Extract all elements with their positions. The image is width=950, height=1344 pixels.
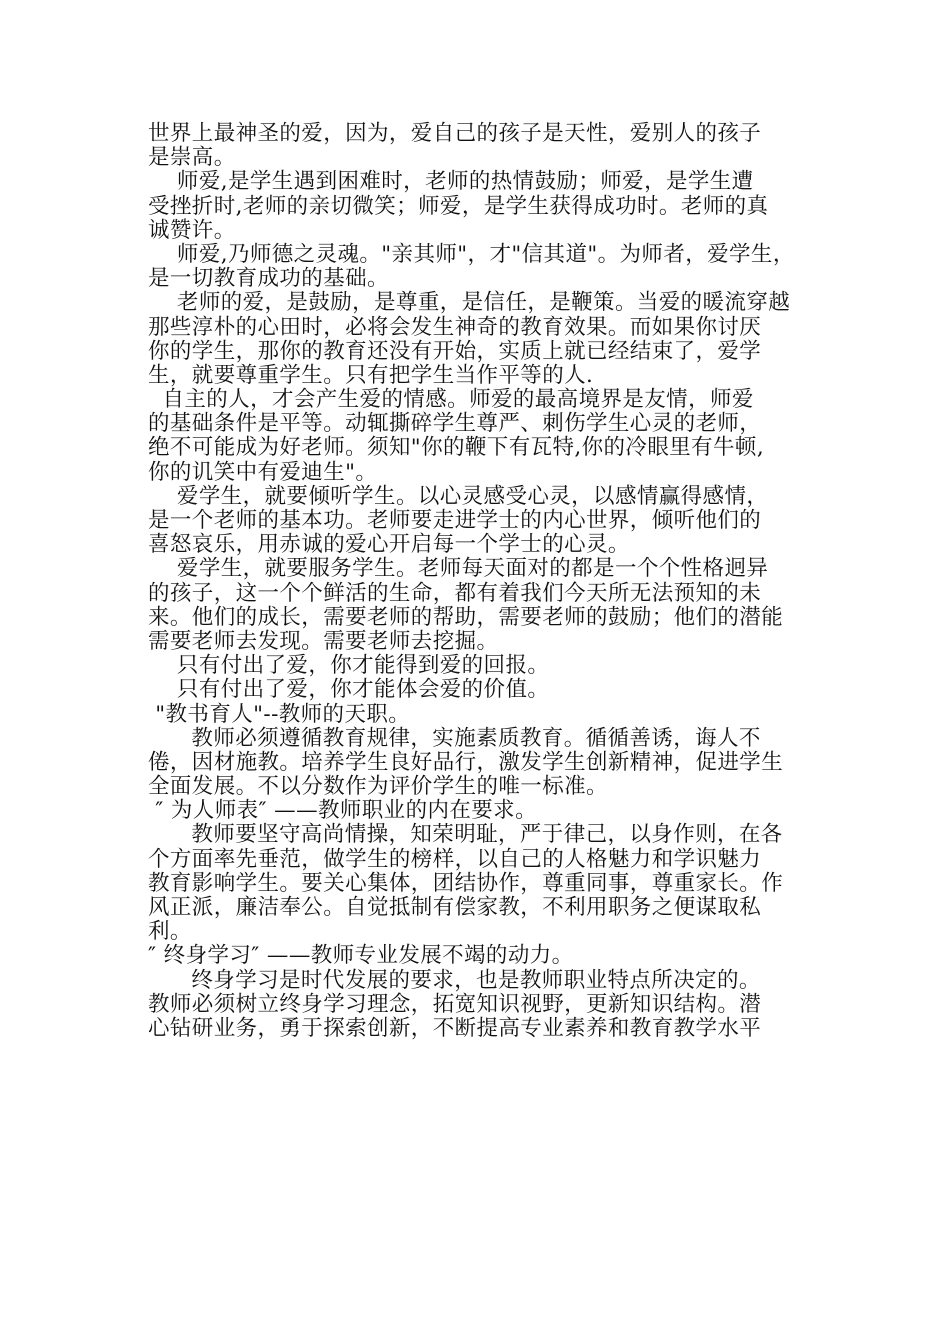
- text-line: 风正派，廉洁奉公。自觉抵制有偿家教，不利用职务之便谋取私: [148, 895, 762, 920]
- document-body: [148, 122, 816, 1041]
- text-line: 终身学习是时代发展的要求，也是教师职业特点所决定的。: [148, 967, 761, 993]
- section-heading: ″ 终身学习″ ——教师专业发展不竭的动力。: [148, 943, 574, 969]
- text-line: 诚赞许。: [148, 217, 236, 243]
- text-line: 师爱,是学生遇到困难时，老师的热情鼓励；师爱，是学生遭: [148, 169, 754, 195]
- text-line: 是崇高。: [148, 145, 236, 171]
- text-line: 那些淳朴的心田时，必将会发生神奇的教育效果。而如果你讨厌: [148, 314, 762, 340]
- text-line: 是一个老师的基本功。老师要走进学士的内心世界，倾听他们的: [148, 508, 762, 533]
- text-line: 心钻研业务，勇于探索创新，不断提高专业素养和教育教学水平: [148, 1015, 762, 1041]
- text-line: 你的讥笑中有爱迪生"。: [148, 459, 378, 485]
- text-line: 师爱,乃师德之灵魂。"亲其师"，才"信其道"。为师者，爱学生，: [148, 241, 795, 267]
- text-line: 爱学生，就要倾听学生。以心灵感受心灵，以感情赢得感情，: [148, 483, 769, 509]
- text-line: 利。: [148, 919, 192, 945]
- text-line: 老师的爱，是鼓励，是尊重，是信任，是鞭策。当爱的暖流穿越: [148, 290, 791, 316]
- text-line: 爱学生，就要服务学生。老师每天面对的都是一个个性格迥异: [148, 556, 769, 582]
- text-line: 个方面率先垂范，做学生的榜样，以自己的人格魅力和学识魅力: [148, 846, 762, 872]
- text-line: 只有付出了爱，你才能体会爱的价值。: [148, 677, 550, 703]
- text-line: 教师要坚守高尚情操，知荣明耻，严于律己，以身作则，在各: [148, 822, 783, 848]
- text-line: 是一切教育成功的基础。: [148, 266, 389, 292]
- text-line: 全面发展。不以分数作为评价学生的唯一标准。: [148, 774, 608, 800]
- text-line: 只有付出了爱，你才能得到爱的回报。: [148, 653, 550, 679]
- text-line: 喜怒哀乐，用赤诚的爱心开启每一个学士的心灵。: [148, 532, 630, 558]
- text-line: 你的学生，那你的教育还没有开始，实质上就已经结束了，爱学: [148, 338, 762, 364]
- text-line: 的基础条件是平等。动辄撕碎学生尊严、刺伤学生心灵的老师，: [148, 411, 762, 437]
- text-line: 受挫折时,老师的亲切微笑；师爱，是学生获得成功时。老师的真: [148, 193, 769, 219]
- section-heading: "教书育人"--教师的天职。: [148, 701, 411, 727]
- text-line: 绝不可能成为好老师。须知"你的鞭下有瓦特,你的冷眼里有牛顿,: [148, 435, 765, 461]
- text-line: 世界上最神圣的爱，因为，爱自己的孩子是天性，爱别人的孩子: [148, 121, 762, 146]
- text-line: 教师必须遵循教育规律，实施素质教育。循循善诱，诲人不: [148, 725, 761, 751]
- text-line: 倦，因材施教。培养学生良好品行，激发学生创新精神，促进学生: [148, 749, 784, 775]
- text-line: 生，就要尊重学生。只有把学生当作平等的人.: [148, 362, 594, 388]
- text-line: 自主的人，才会产生爱的情感。师爱的最高境界是友情，师爱: [148, 387, 754, 413]
- section-heading: ″ 为人师表″ ——教师职业的内在要求。: [148, 798, 537, 824]
- text-line: 教师必须树立终身学习理念，拓宽知识视野，更新知识结构。潜: [148, 991, 762, 1017]
- text-line: 的孩子，这一个个鲜活的生命，都有着我们今天所无法预知的未: [148, 580, 762, 606]
- text-line: 来。他们的成长，需要老师的帮助，需要老师的鼓励；他们的潜能: [148, 604, 784, 630]
- text-line: 教育影响学生。要关心集体，团结协作，尊重同事，尊重家长。作: [148, 870, 784, 896]
- text-line: 需要老师去发现。需要老师去挖掘。: [148, 628, 499, 654]
